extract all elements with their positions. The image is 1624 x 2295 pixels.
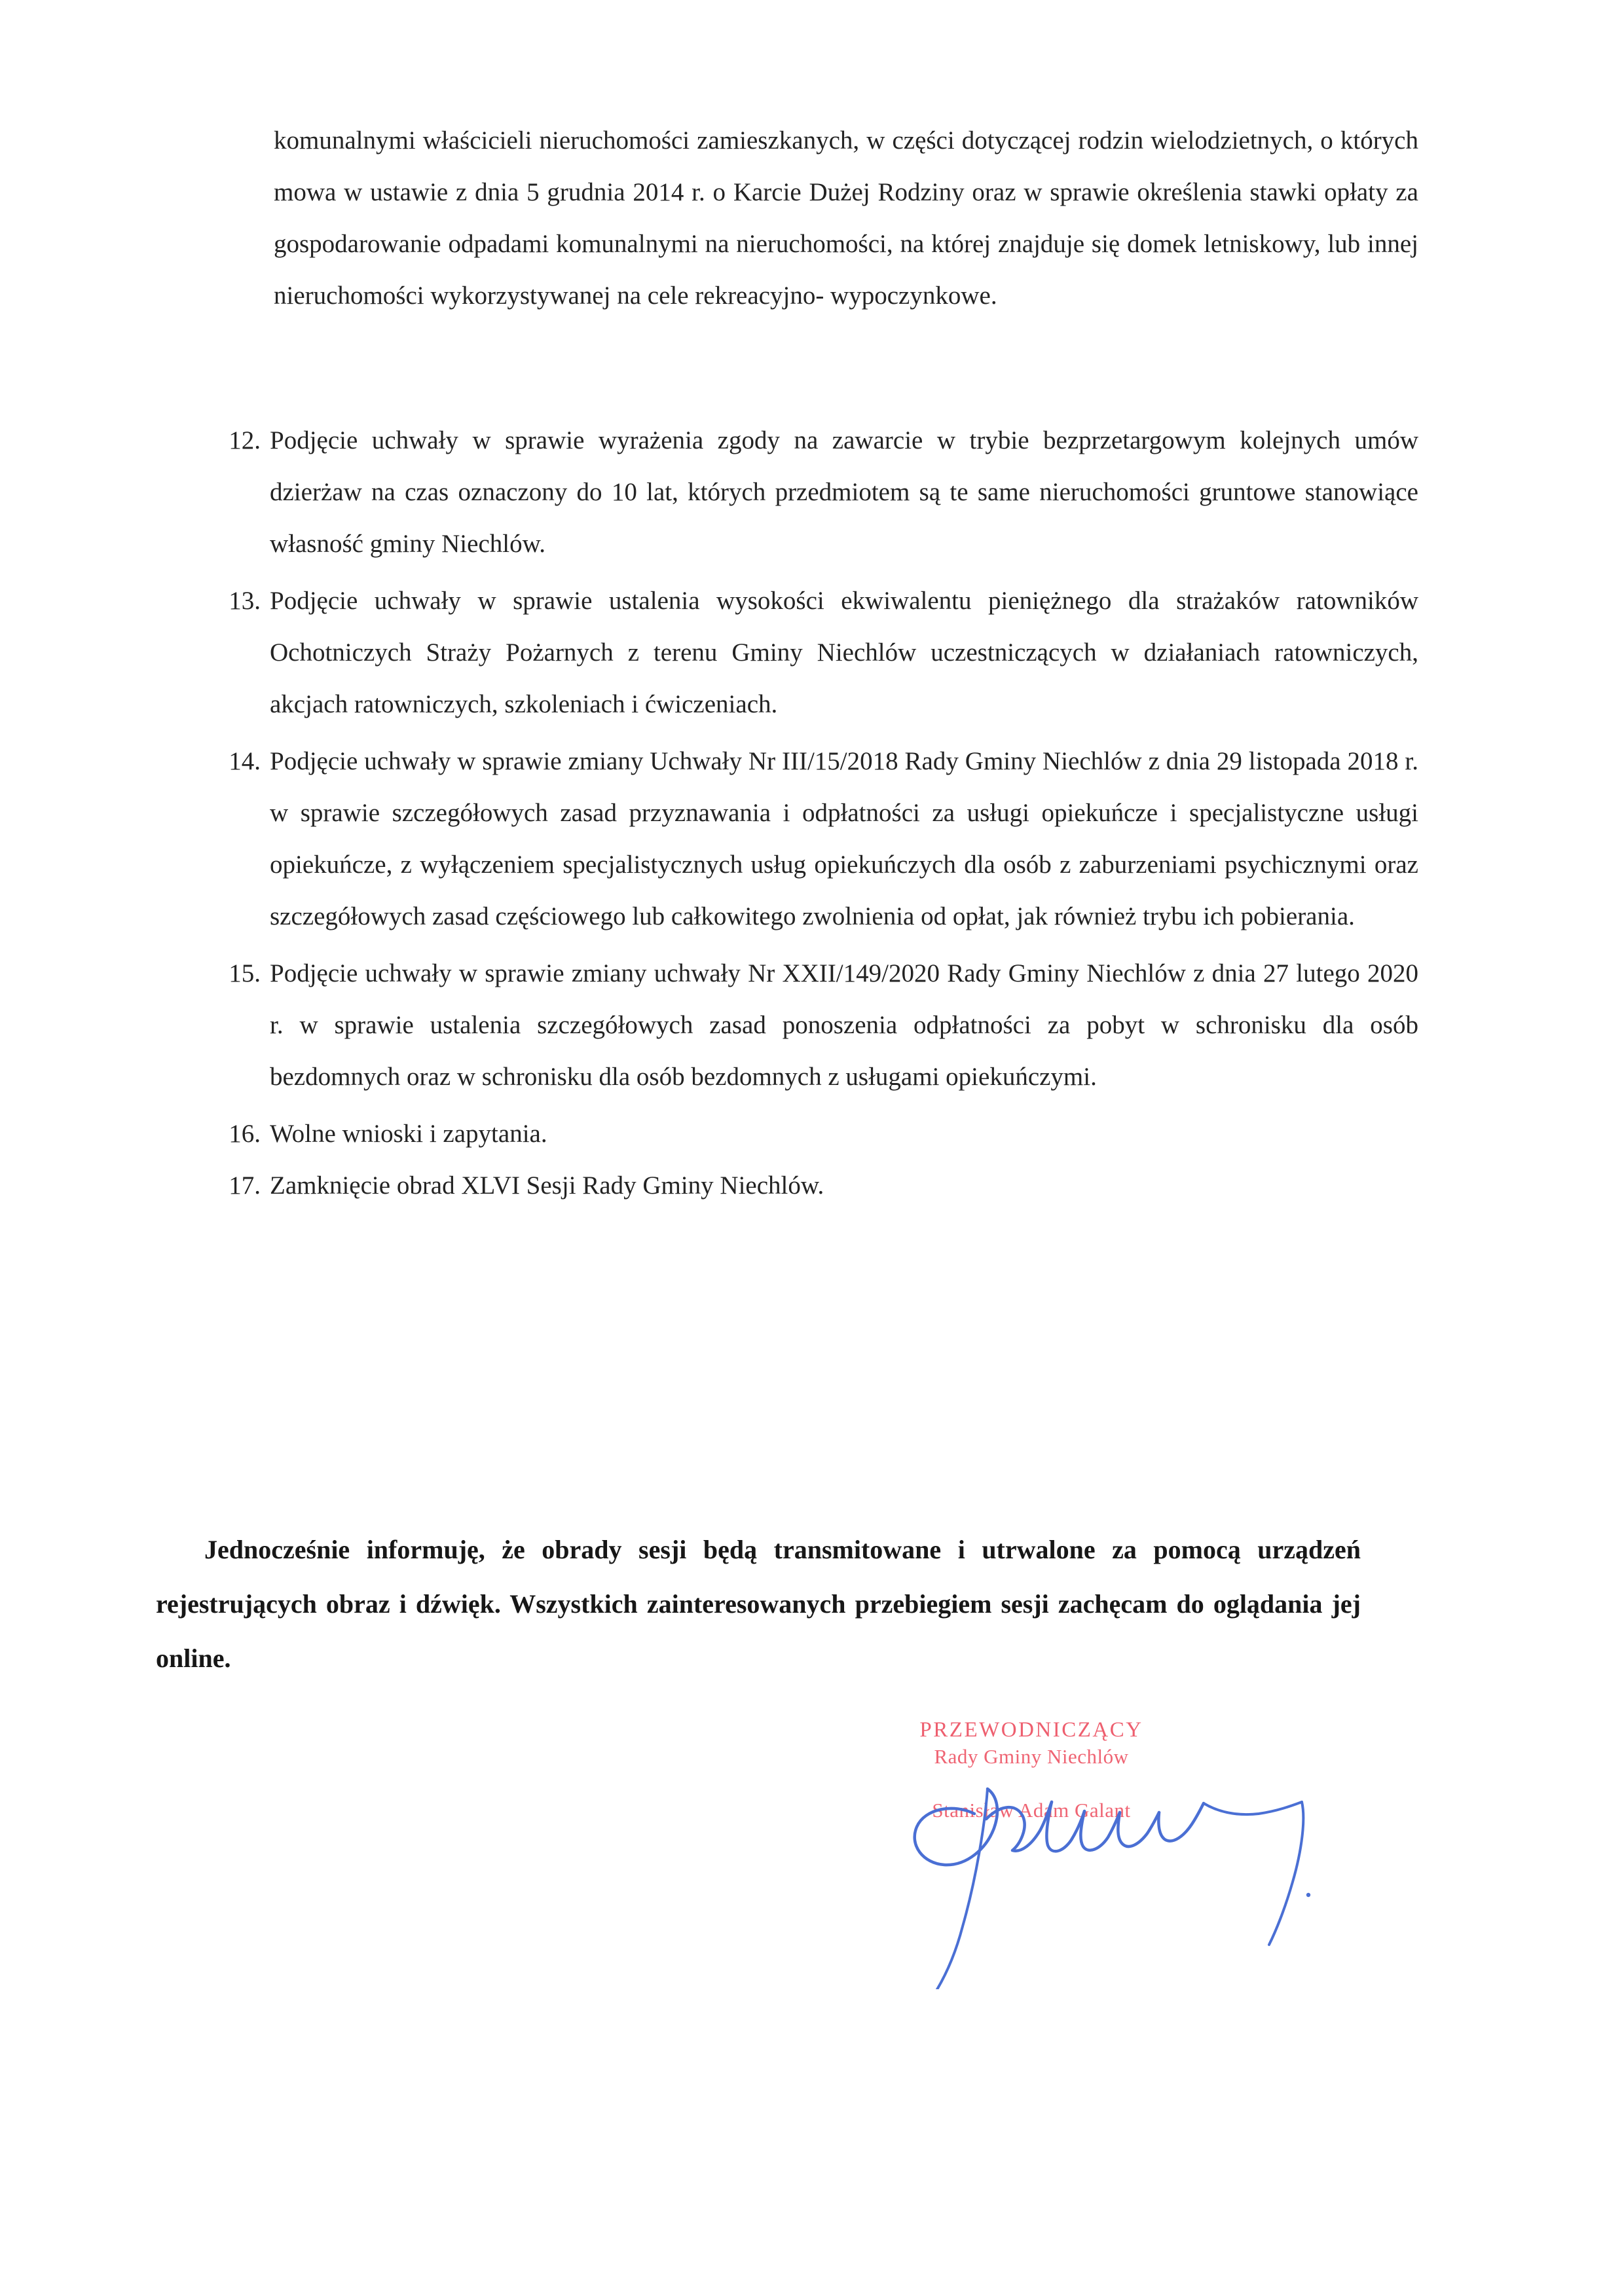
agenda-item-14: [216, 735, 1418, 942]
closing-note: Jednocześnie informuję, że obrady sesji będą transmitowane i utrwalone za pomocą urządzeń rejestrujących obraz i dźwięk. Wszystkich zainteresowanych przebiegiem sesji zachęcam do oglądania jej online.: [156, 1535, 1361, 1673]
agenda-item-number: 15.: [229, 959, 261, 987]
official-stamp: [891, 1717, 1172, 1823]
signature-block: [891, 1717, 1362, 1992]
agenda-item-15: [216, 947, 1418, 1103]
agenda-item-text: Podjęcie uchwały w sprawie zmiany Uchwały Nr III/15/2018 Rady Gminy Niechlów z dnia 29 listopada 2018 r. w sprawie szczegółowych zasad przyznawania i odpłatności za usługi opiekuńcze i specjalistyczne usługi opiekuńcze, z wyłączeniem specjalistycznych usług opiekuńczych dla osób z zaburzeniami psychicznymi oraz szczegółowych zasad częściowego lub całkowitego zwolnienia od opłat, jak również trybu ich pobierania.: [270, 747, 1418, 930]
agenda-item-number: 16.: [229, 1120, 261, 1148]
stamp-title: PRZEWODNICZĄCY: [919, 1718, 1143, 1742]
agenda-item-text: Podjęcie uchwały w sprawie zmiany uchwały Nr XXII/149/2020 Rady Gminy Niechlów z dnia 27 lutego 2020 r. w sprawie ustalenia szczegółowych zasad ponoszenia odpłatności za pobyt w schronisku dla osób bezdomnych oraz w schronisku dla osób bezdomnych z usługami opiekuńczymi.: [270, 959, 1418, 1091]
agenda-item-number: 17.: [229, 1171, 261, 1200]
agenda-item-13: [216, 575, 1418, 730]
agenda-item-17: [216, 1160, 1418, 1211]
stamp-subtitle: Rady Gminy Niechlów: [934, 1745, 1129, 1769]
agenda-item-number: 13.: [229, 587, 261, 615]
agenda-item-text: Podjęcie uchwały w sprawie wyrażenia zgody na zawarcie w trybie bezprzetargowym kolejnych umów dzierżaw na czas oznaczony do 10 lat, których przedmiotem są te same nieruchomości gruntowe stanowiące własność gminy Niechlów.: [270, 426, 1418, 558]
continuation-paragraph: komunalnymi właścicieli nieruchomości zamieszkanych, w części dotyczącej rodzin wielodzietnych, o których mowa w ustawie z dnia 5 grudnia 2014 r. o Karcie Dużej Rodziny oraz w sprawie określenia stawki opłaty za gospodarowanie odpadami komunalnymi na nieruchomości, na której znajduje się domek letniskowy, lub innej nieruchomości wykorzystywanej na cele rekreacyjno- wypoczynkowe.: [274, 126, 1418, 310]
agenda-list: [216, 414, 1418, 1211]
stamp-name: Stanisław Adam Galant: [932, 1799, 1131, 1822]
agenda-item-text: Zamknięcie obrad XLVI Sesji Rady Gminy Niechlów.: [270, 1171, 824, 1200]
agenda-item-number: 14.: [229, 747, 261, 775]
agenda-item-number: 12.: [229, 426, 261, 454]
agenda-item-text: Wolne wnioski i zapytania.: [270, 1120, 547, 1148]
continuation-paragraph-block: [274, 115, 1418, 321]
agenda-item-text: Podjęcie uchwały w sprawie ustalenia wysokości ekwiwalentu pieniężnego dla strażaków ratowników Ochotniczych Straży Pożarnych z terenu Gminy Niechlów uczestniczących w działaniach ratowniczych, akcjach ratowniczych, szkoleniach i ćwiczeniach.: [270, 587, 1418, 718]
agenda-item-12: [216, 414, 1418, 570]
agenda-item-16: [216, 1108, 1418, 1160]
